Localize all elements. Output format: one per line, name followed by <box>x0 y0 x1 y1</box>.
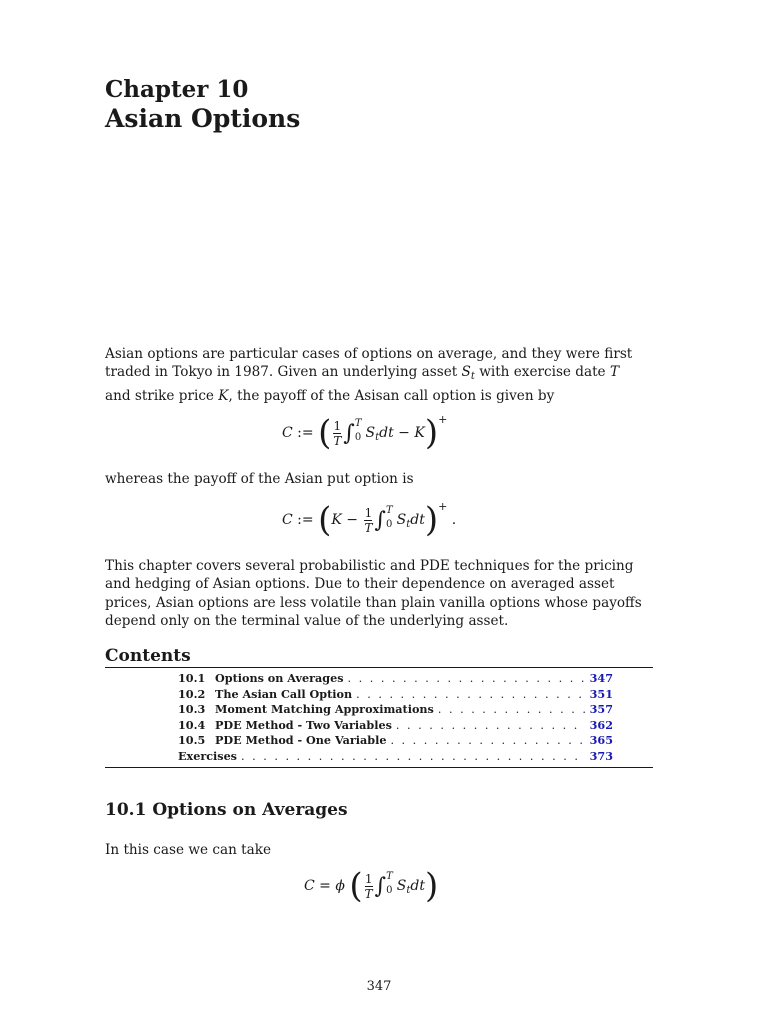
toc-leader-dots <box>390 733 585 749</box>
toc-entry-title: Options on Averages <box>215 671 344 685</box>
contents-bottom-rule <box>105 767 653 768</box>
toc-entry-number: 10.4 <box>178 717 206 732</box>
toc-leader-dots <box>348 671 586 687</box>
table-of-contents <box>178 671 613 764</box>
contents-heading: Contents <box>105 646 191 666</box>
overview-line-3: prices, Asian options are less volatile than plain vanilla options whose payoffs <box>105 594 642 611</box>
intro-line-1: Asian options are particular cases of options on average, and they were first <box>105 346 633 362</box>
toc-leader-dots <box>438 702 585 718</box>
section-heading: 10.1 Options on Averages <box>105 800 348 820</box>
toc-page-link[interactable]: 357 <box>589 702 613 716</box>
toc-page-link[interactable]: 347 <box>589 671 613 685</box>
toc-entry[interactable] <box>178 733 613 749</box>
toc-entry-title: PDE Method - Two Variables <box>215 717 392 732</box>
chapter-number: Chapter 10 <box>105 76 249 103</box>
section-text: In this case we can take <box>105 842 272 858</box>
intro-line-2: traded in Tokyo in 1987. Given an underlying asset $S_t$ with exercise date T <box>105 364 620 383</box>
toc-page-link[interactable]: 351 <box>589 686 613 701</box>
toc-page-link[interactable]: 365 <box>589 733 613 747</box>
chapter-overview-paragraph <box>105 557 655 631</box>
intro-line-3: and strike price K, the payoff of the Asisan call option is given by <box>105 387 555 404</box>
toc-entry-title: Moment Matching Approximations <box>215 702 434 716</box>
toc-entry-title: Exercises <box>178 748 237 763</box>
toc-entry[interactable] <box>178 718 613 734</box>
page-number: 347 <box>366 979 392 994</box>
toc-leader-dots <box>356 687 585 703</box>
toc-page-link[interactable]: 362 <box>589 717 613 732</box>
overview-line-2: and hedging of Asian options. Due to their dependence on averaged asset <box>105 576 615 593</box>
overview-line-1: This chapter covers several probabilistic and PDE techniques for the pricing <box>105 558 634 574</box>
call-payoff-equation: C := ( $\frac{1}{T}$ ∫ T 0 $S_tdt - K)^+$ <box>282 413 448 453</box>
overview-line-4: depend only on the terminal value of the underlying asset. <box>105 613 509 630</box>
toc-entry-title: The Asian Call Option <box>215 686 353 701</box>
toc-entry[interactable] <box>178 671 613 687</box>
toc-entry-number: 10.2 <box>178 686 206 701</box>
toc-entry[interactable] <box>178 702 613 718</box>
toc-leader-dots <box>241 749 585 765</box>
toc-entry-number: 10.5 <box>178 733 206 747</box>
toc-entry-number: 10.1 <box>178 671 206 685</box>
intro-paragraph <box>105 345 655 405</box>
chapter-title: Asian Options <box>105 104 301 133</box>
average-payoff-equation: C = ϕ ( $\frac{1}{T}$ ∫ T 0 $S_tdt$) <box>304 866 439 906</box>
put-payoff-equation: C := (K − $\frac{1}{T}$ ∫ T 0 $S_tdt)^+$ . <box>282 500 457 540</box>
contents-top-rule <box>105 667 653 668</box>
toc-entry-title: PDE Method - One Variable <box>215 733 387 747</box>
toc-page-link[interactable]: 373 <box>589 748 613 763</box>
toc-entry[interactable] <box>178 749 613 765</box>
toc-entry[interactable] <box>178 687 613 703</box>
toc-leader-dots <box>396 718 585 734</box>
put-intro-text: whereas the payoff of the Asian put option is <box>105 471 414 487</box>
toc-entry-number: 10.3 <box>178 702 206 716</box>
